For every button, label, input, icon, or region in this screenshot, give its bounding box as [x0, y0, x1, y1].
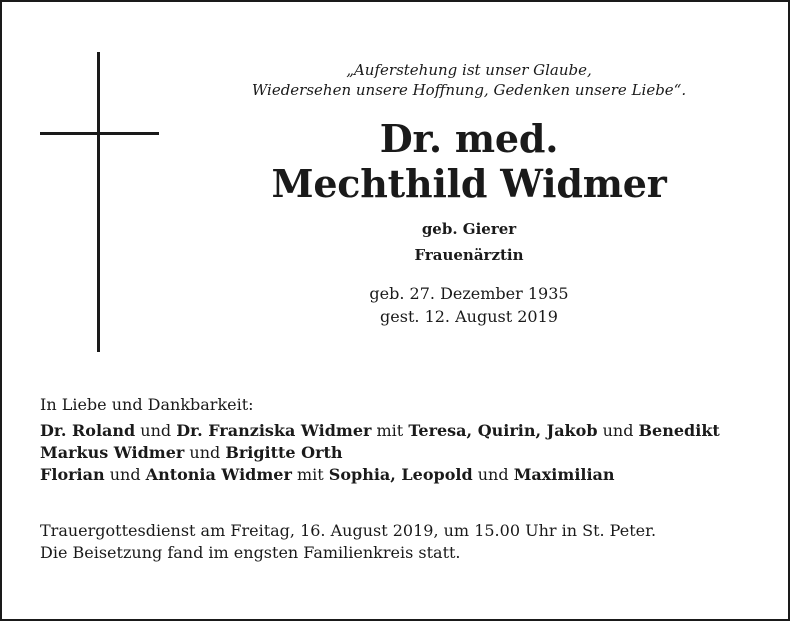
mourner-name: Antonia Widmer [145, 465, 292, 484]
life-dates [202, 282, 736, 328]
connector-text: mit [371, 421, 409, 440]
connector-text: und [472, 465, 514, 484]
notice-header [202, 60, 736, 328]
service-line-1: Trauergottesdienst am Freitag, 16. August 2019, um 15.00 Uhr in St. Peter. [40, 521, 657, 540]
quote-line-2: Wiedersehen unsere Hoffnung, Gedenken unsere Liebe“. [251, 81, 687, 99]
connector-text: und [597, 421, 639, 440]
connector-text: und [104, 465, 146, 484]
cross-icon-vertical-bar [97, 52, 100, 352]
service-line-2: Die Beisetzung fand im engsten Familienkreis statt. [40, 543, 461, 562]
mourner-name: Teresa, Quirin, Jakob [408, 421, 598, 440]
connector-text: und [184, 443, 226, 462]
deceased-title: Dr. med. [379, 116, 559, 161]
connector-text: und [135, 421, 177, 440]
connector-text: mit [291, 465, 329, 484]
mourners-line-2 [40, 442, 770, 464]
mourner-name: Maximilian [513, 465, 615, 484]
mourner-name: Dr. Roland [40, 421, 136, 440]
mourners-section [40, 394, 770, 486]
service-info [40, 520, 770, 564]
mourner-name: Florian [40, 465, 105, 484]
thanks-intro: In Liebe und Dankbarkeit: [40, 395, 254, 414]
birth-name: geb. Gierer [421, 220, 517, 238]
birth-date: geb. 27. Dezember 1935 [369, 284, 569, 303]
profession: Frauenärztin [414, 246, 524, 264]
death-date: gest. 12. August 2019 [380, 307, 558, 326]
mourner-name: Markus Widmer [40, 443, 185, 462]
deceased-name-block [202, 116, 736, 206]
deceased-details [202, 216, 736, 268]
deceased-name: Mechthild Widmer [271, 161, 667, 206]
mourners-line-3 [40, 464, 770, 486]
cross-icon-horizontal-bar [40, 132, 159, 135]
mourners-line-1 [40, 420, 770, 442]
mourner-name: Brigitte Orth [225, 443, 343, 462]
mourner-name: Sophia, Leopold [328, 465, 473, 484]
quote-line-1: „Auferstehung ist unser Glaube, [346, 61, 592, 79]
mourner-name: Benedikt [638, 421, 720, 440]
mourner-name: Dr. Franziska Widmer [176, 421, 372, 440]
